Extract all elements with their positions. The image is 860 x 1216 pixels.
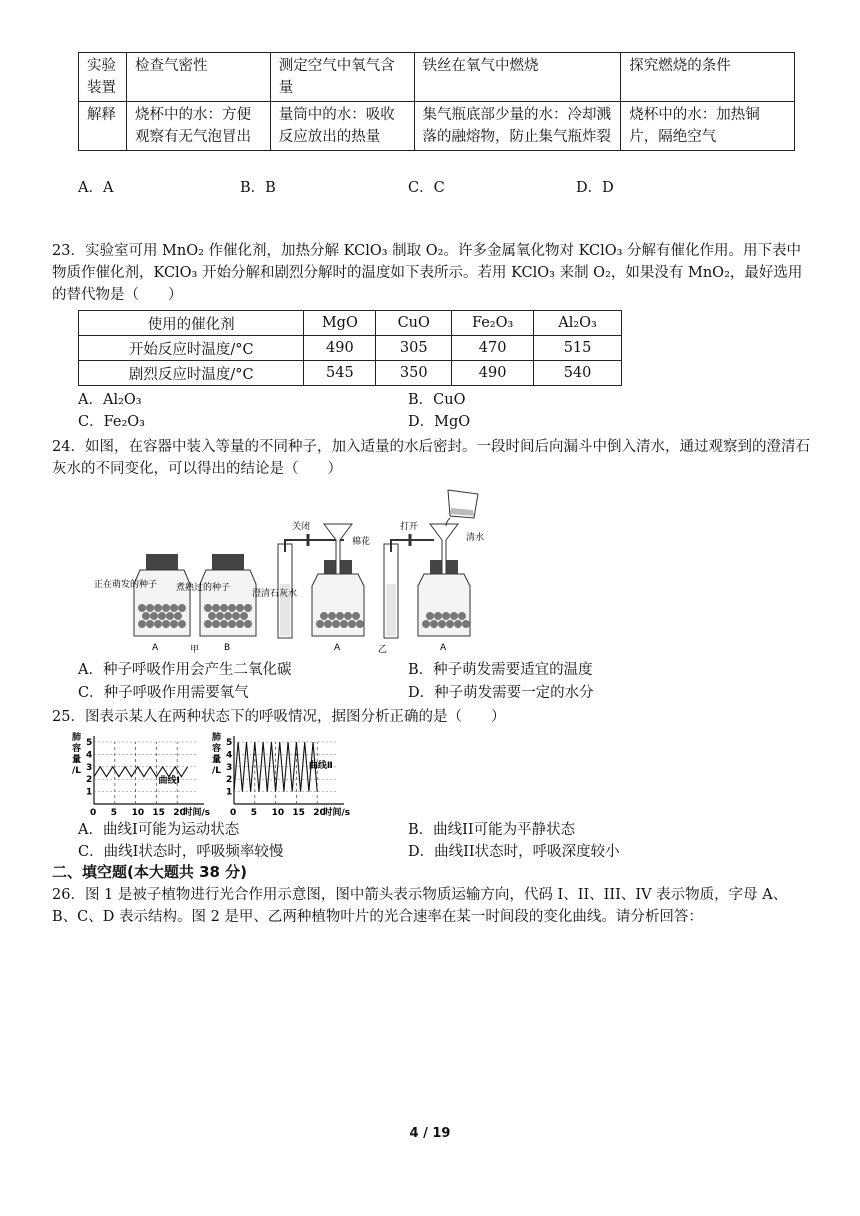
label-cotton: 棉花 (352, 537, 371, 547)
label-sprouting: 正在萌发的种子 (94, 580, 158, 590)
q25-charts (70, 728, 350, 818)
x-tick-label: 15 (152, 808, 165, 818)
bottle-a-jia (134, 554, 190, 636)
option-d[interactable]: D．曲线II状态时，呼吸深度较小 (408, 844, 620, 860)
option-b[interactable]: B．B (240, 180, 276, 196)
y-tick-label: 2 (86, 775, 93, 786)
x-tick-label: 10 (131, 808, 145, 818)
table-cell: 烧杯中的水：方便观察有无气泡冒出 (126, 102, 270, 151)
q22-options (78, 176, 778, 196)
label-a: A (440, 643, 447, 653)
q25-stem: 25．图表示某人在两种状态下的呼吸情况，据图分析正确的是（ ） (52, 709, 506, 725)
table-header: MgO (304, 311, 376, 336)
table-cell: 铁丝在氧气中燃烧 (414, 53, 621, 102)
q23-table (78, 310, 622, 386)
option-d[interactable]: D．D (576, 180, 614, 196)
bottle-b-jia (200, 554, 256, 636)
table-cell: 350 (376, 361, 452, 386)
table-cell: 540 (534, 361, 622, 386)
table-cell: 545 (304, 361, 376, 386)
x-tick-label: 20 (313, 808, 326, 818)
option-a[interactable]: A．种子呼吸作用会产生二氧化碳 (78, 662, 292, 678)
table-cell: 测定空气中氧气含量 (270, 53, 414, 102)
option-a[interactable]: A．曲线I可能为运动状态 (78, 822, 240, 838)
option-d[interactable]: D．种子萌发需要一定的水分 (408, 685, 594, 701)
option-b[interactable]: B．种子萌发需要适宜的温度 (408, 662, 593, 678)
x-tick-label: 20 (173, 808, 186, 818)
option-c[interactable]: C．Fe₂O₃ (78, 414, 145, 430)
label-clear-water: 清水 (466, 533, 485, 543)
table-cell: 检查气密性 (126, 53, 270, 102)
x-axis-label: 时间/s (183, 808, 211, 818)
table-row (79, 102, 795, 151)
y-tick-label: 1 (226, 787, 233, 798)
q24-figure (88, 484, 498, 654)
table-cell: 开始反应时温度/°C (79, 336, 304, 361)
table-cell: 集气瓶底部少量的水：冷却溅落的融熔物，防止集气瓶炸裂 (414, 102, 621, 151)
label-yi: 乙 (378, 645, 388, 654)
y-tick-label: 5 (86, 738, 93, 748)
x-tick-label: 5 (110, 808, 118, 818)
option-c[interactable]: C．曲线I状态时，呼吸频率较慢 (78, 844, 284, 860)
table-header: Fe₂O₃ (452, 311, 534, 336)
table-cell: 剧烈反应时温度/°C (79, 361, 304, 386)
option-a[interactable]: A．Al₂O₃ (78, 392, 142, 408)
y-tick-label: 5 (226, 738, 233, 748)
y-tick-label: 3 (226, 762, 233, 773)
q26-stem: 26．图 1 是被子植物进行光合作用示意图，图中箭头表示物质运输方向，代码 I、II、III、IV 表示物质，字母 A、B、C、D 表示结构。图 2 是甲、乙两种植物叶片的光合速率在某一时间段的变化曲线。请分析回答： (52, 887, 788, 925)
table-row (79, 336, 622, 361)
apparatus-open (384, 490, 478, 638)
table-cell: 探究燃烧的条件 (621, 53, 795, 102)
page-number: 4 / 19 (409, 1126, 451, 1141)
table-header: Al₂O₃ (534, 311, 622, 336)
label-jia: 甲 (190, 645, 200, 654)
option-c[interactable]: C．种子呼吸作用需要氧气 (78, 685, 249, 701)
label-closed: 关闭 (292, 522, 311, 532)
section-heading: 二、填空题(本大题共 38 分) (52, 863, 248, 881)
series-label: 曲线Ⅱ (308, 761, 333, 772)
label-boiled: 煮熟过的种子 (176, 583, 231, 593)
y-tick-label: 3 (86, 762, 93, 773)
q24-stem: 24．如图，在容器中装入等量的不同种子，加入适量的水后密封。一段时间后向漏斗中倒入清水，通过观察到的澄清石灰水的不同变化，可以得出的结论是（ ） (52, 439, 810, 477)
option-d[interactable]: D．MgO (408, 414, 471, 430)
x-tick-label: 5 (250, 808, 258, 818)
table-cell: 量筒中的水：吸收反应放出的热量 (270, 102, 414, 151)
label-b: B (224, 643, 231, 653)
chart-curve-1 (72, 731, 210, 818)
table-cell: 305 (376, 336, 452, 361)
series-label: 曲线Ⅰ (158, 775, 180, 786)
x-axis-label: 时间/s (323, 808, 350, 818)
option-a[interactable]: A．A (78, 180, 114, 196)
table-cell: 490 (452, 361, 534, 386)
option-c[interactable]: C．C (408, 180, 445, 196)
y-tick-label: 2 (226, 775, 233, 786)
table-cell: 烧杯中的水：加热铜片，隔绝空气 (621, 102, 795, 151)
label-open: 打开 (400, 522, 419, 532)
y-tick-label: 4 (86, 750, 93, 761)
x-tick-label: 15 (292, 808, 305, 818)
option-b[interactable]: B．CuO (408, 392, 466, 408)
label-a: A (334, 643, 341, 653)
label-a: A (152, 643, 159, 653)
y-axis-label: 肺容量/L (72, 733, 82, 776)
y-tick-label: 4 (226, 750, 233, 761)
q22-table (78, 52, 795, 151)
table-row (79, 53, 795, 102)
x-tick-label: 10 (271, 808, 285, 818)
table-cell: 解释 (79, 102, 127, 151)
x-tick-label: 0 (90, 808, 97, 818)
table-cell: 实验装置 (79, 53, 127, 102)
q23-stem: 23．实验室可用 MnO₂ 作催化剂，加热分解 KClO₃ 制取 O₂。许多金属氧化物对 KClO₃ 分解有催化作用。用下表中物质作催化剂，KClO₃ 开始分解和剧烈分解时的温度如下表所示。若用 KClO₃ 来制 O₂，如果没有 MnO₂，最好选用的替代物是（ ） (52, 243, 803, 303)
table-cell: 515 (534, 336, 622, 361)
table-header: CuO (376, 311, 452, 336)
label-limewater: 澄清石灰水 (252, 589, 298, 599)
table-row (79, 311, 622, 336)
y-tick-label: 1 (86, 787, 93, 798)
option-b[interactable]: B．曲线II可能为平静状态 (408, 822, 576, 838)
table-cell: 470 (452, 336, 534, 361)
table-cell: 490 (304, 336, 376, 361)
table-header: 使用的催化剂 (79, 311, 304, 336)
x-tick-label: 0 (230, 808, 237, 818)
table-row (79, 361, 622, 386)
y-axis-label: 肺容量/L (212, 733, 222, 776)
chart-curve-2 (212, 731, 350, 818)
